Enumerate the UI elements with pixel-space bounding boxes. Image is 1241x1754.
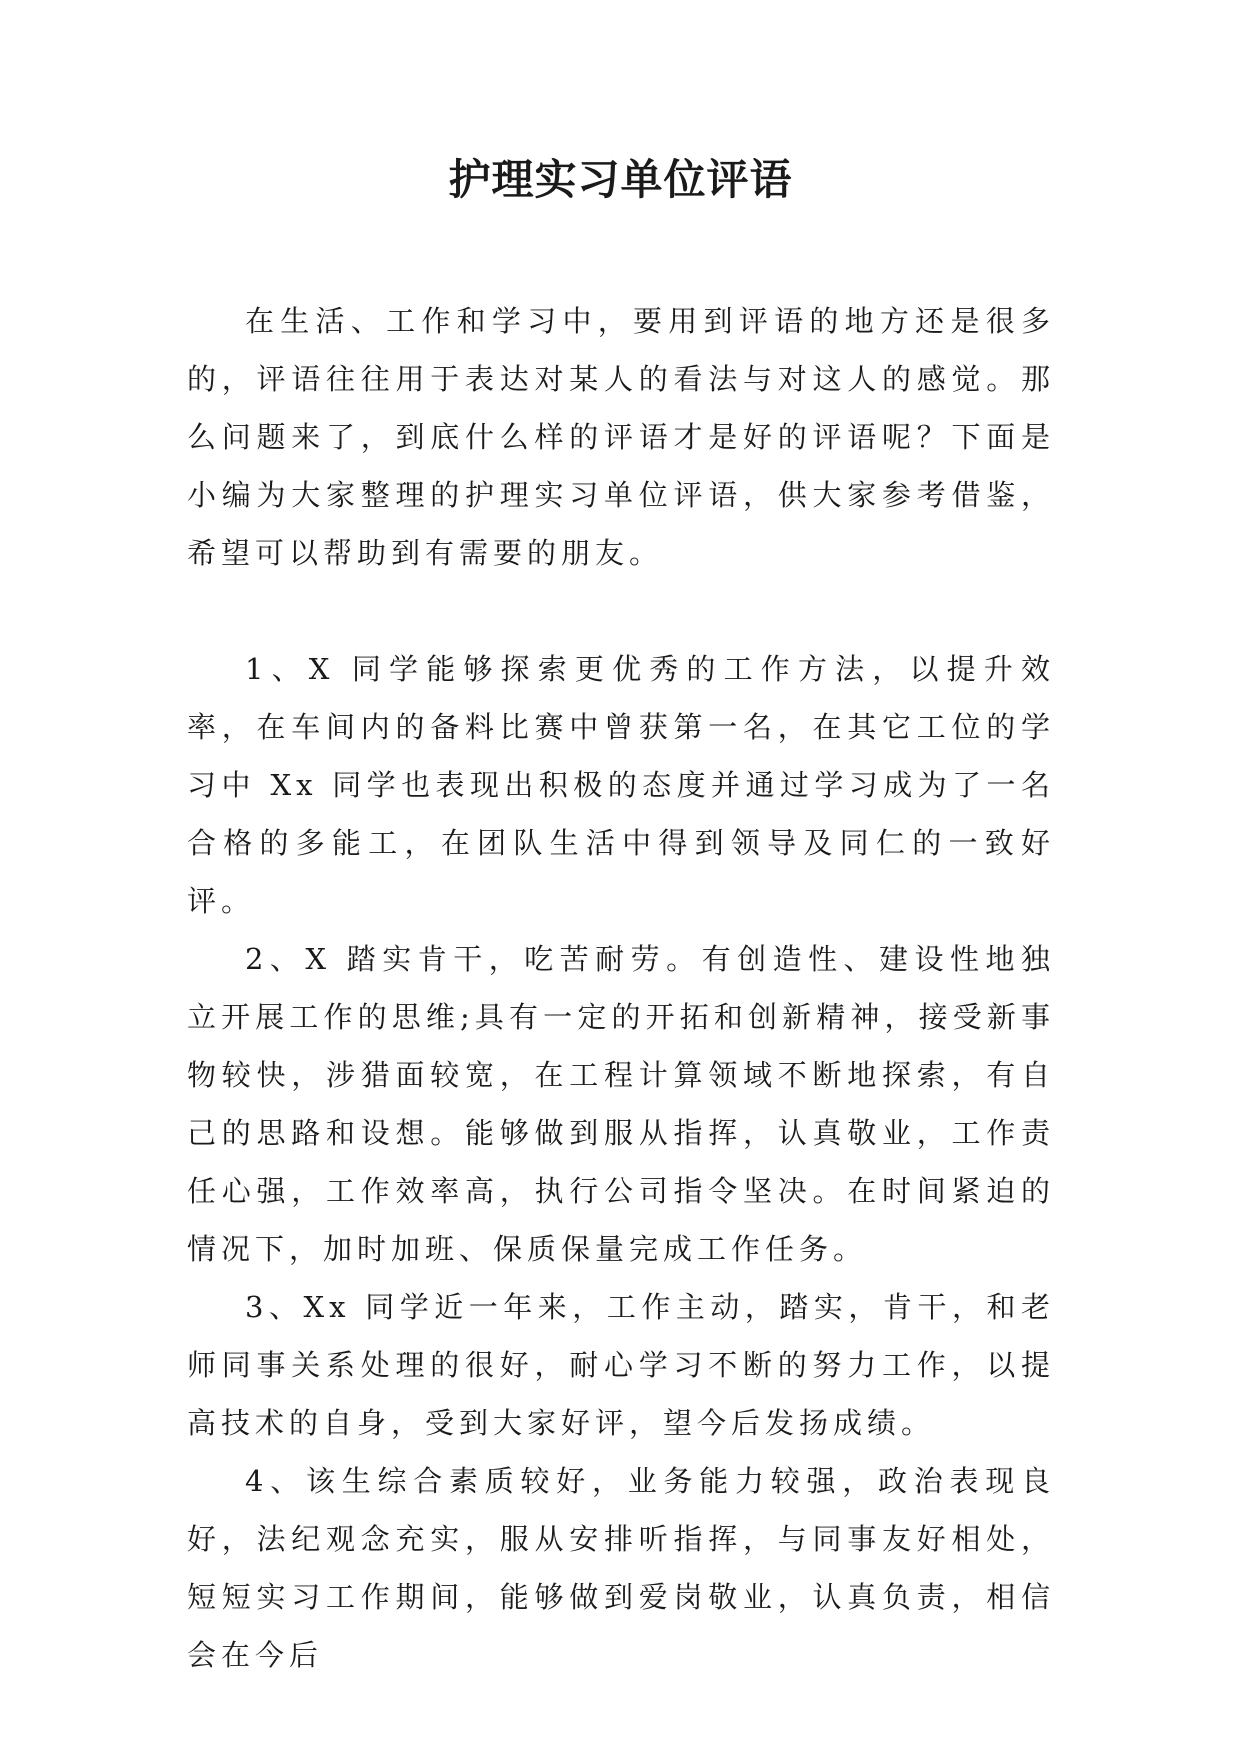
document-title: 护理实习单位评语 xyxy=(448,155,793,204)
comment-item-4: 4、该生综合素质较好，业务能力较强，政治表现良好，法纪观念充实，服从安排听指挥，与同事友好相处，短短实习工作期间，能够做到爱岗敬业，认真负责，相信会在今后 xyxy=(187,1464,1055,1672)
comment-item-1: 1、X 同学能够探索更优秀的工作方法，以提升效率，在车间内的备料比赛中曾获第一名，在其它工位的学习中 Xx 同学也表现出积极的态度并通过学习成为了一名合格的多能工，在团队生活中得到领导及同仁的一致好评。 xyxy=(187,652,1055,918)
intro-paragraph: 在生活、工作和学习中，要用到评语的地方还是很多的，评语往往用于表达对某人的看法与对这人的感觉。那么问题来了，到底什么样的评语才是好的评语呢？下面是小编为大家整理的护理实习单位评语，供大家参考借鉴，希望可以帮助到有需要的朋友。 xyxy=(187,304,1055,570)
intro-section xyxy=(187,292,1055,582)
comment-item-3: 3、Xx 同学近一年来，工作主动，踏实，肯干，和老师同事关系处理的很好，耐心学习不断的努力工作，以提高技术的自身，受到大家好评，望今后发扬成绩。 xyxy=(187,1290,1055,1440)
comments-list xyxy=(187,640,1055,1684)
comment-item-2: 2、X 踏实肯干，吃苦耐劳。有创造性、建设性地独立开展工作的思维;具有一定的开拓和创新精神，接受新事物较快，涉猎面较宽，在工程计算领域不断地探索，有自己的思路和设想。能够做到服从指挥，认真敬业，工作责任心强，工作效率高，执行公司指令坚决。在时间紧迫的情况下，加时加班、保质保量完成工作任务。 xyxy=(187,942,1055,1266)
